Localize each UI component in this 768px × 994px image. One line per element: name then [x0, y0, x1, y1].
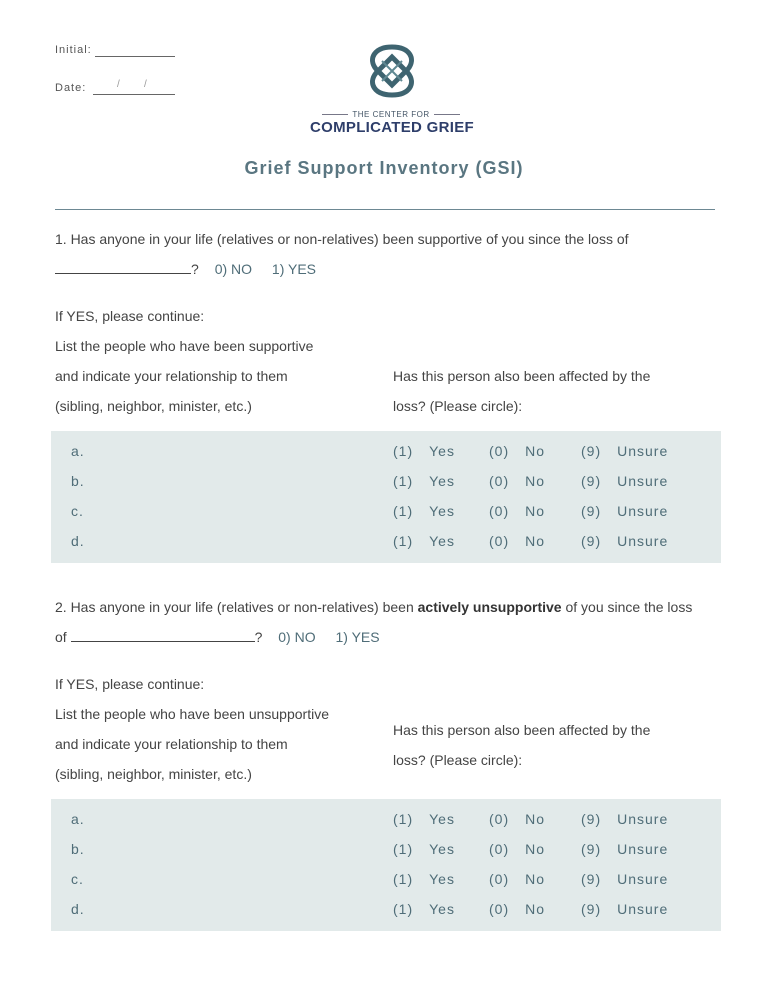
document-title: Grief Support Inventory (GSI) — [244, 158, 524, 178]
affected-question: Has this person also been affected by the — [393, 368, 651, 384]
row-label: c. — [71, 503, 84, 519]
list-instruction: and indicate your relationship to them — [55, 736, 288, 752]
question-2-answer-line: of ? 0) NO 1) YES — [55, 629, 380, 645]
date-field[interactable] — [93, 94, 175, 95]
choice-no[interactable]: (0) No — [489, 841, 546, 857]
row-label: a. — [71, 811, 85, 827]
list-instruction: and indicate your relationship to them — [55, 368, 288, 384]
initial-label: Initial: — [55, 44, 92, 56]
row-label: c. — [71, 871, 84, 887]
choice-unsure[interactable]: (9) Unsure — [581, 533, 669, 549]
choice-no[interactable]: (0) No — [489, 901, 546, 917]
choice-yes[interactable]: (1) Yes — [393, 841, 455, 857]
date-separator: / — [117, 79, 120, 90]
choice-yes[interactable]: (1) Yes — [393, 443, 455, 459]
loss-blank-field[interactable] — [55, 259, 191, 274]
affected-question: Has this person also been affected by the — [393, 722, 651, 738]
emphasis-text: actively unsupportive — [417, 599, 562, 615]
title-divider — [55, 209, 715, 210]
list-instruction: List the people who have been supportive — [55, 338, 314, 354]
question-1-answer-line: ? 0) NO 1) YES — [55, 254, 316, 284]
row-label: d. — [71, 901, 85, 917]
row-label: b. — [71, 473, 85, 489]
date-separator: / — [144, 79, 147, 90]
choice-yes[interactable]: (1) Yes — [393, 871, 455, 887]
row-label: d. — [71, 533, 85, 549]
affected-question: loss? (Please circle): — [393, 398, 523, 414]
choice-unsure[interactable]: (9) Unsure — [581, 811, 669, 827]
affected-question: loss? (Please circle): — [393, 752, 523, 768]
if-yes-note: If YES, please continue: — [55, 676, 205, 692]
option-no[interactable]: 0) NO — [214, 261, 253, 277]
choice-no[interactable]: (0) No — [489, 473, 546, 489]
question-2: 2. Has anyone in your life (relatives or non-relatives) been actively unsupportive of you since the loss — [55, 599, 693, 615]
choice-yes[interactable]: (1) Yes — [393, 533, 455, 549]
date-label: Date: — [55, 82, 87, 94]
initial-field[interactable] — [95, 56, 175, 57]
choice-unsure[interactable]: (9) Unsure — [581, 503, 669, 519]
logo-mark-icon — [362, 41, 422, 101]
logo-subtitle: THE CENTER FOR — [291, 110, 491, 119]
choice-yes[interactable]: (1) Yes — [393, 811, 455, 827]
choice-no[interactable]: (0) No — [489, 533, 546, 549]
question-1: 1. Has anyone in your life (relatives or non-relatives) been supportive of you since the loss of — [55, 231, 629, 247]
choice-unsure[interactable]: (9) Unsure — [581, 443, 669, 459]
choice-yes[interactable]: (1) Yes — [393, 473, 455, 489]
logo-name: COMPLICATED GRIEF — [310, 119, 474, 136]
choice-no[interactable]: (0) No — [489, 871, 546, 887]
choice-unsure[interactable]: (9) Unsure — [581, 871, 669, 887]
option-yes[interactable]: 1) YES — [271, 261, 317, 277]
loss-blank-field[interactable] — [71, 627, 255, 642]
list-instruction: (sibling, neighbor, minister, etc.) — [55, 766, 252, 782]
choice-no[interactable]: (0) No — [489, 503, 546, 519]
list-instruction: (sibling, neighbor, minister, etc.) — [55, 398, 252, 414]
choice-no[interactable]: (0) No — [489, 811, 546, 827]
choice-yes[interactable]: (1) Yes — [393, 503, 455, 519]
choice-unsure[interactable]: (9) Unsure — [581, 841, 669, 857]
option-yes[interactable]: 1) YES — [335, 629, 380, 645]
row-label: a. — [71, 443, 85, 459]
choice-no[interactable]: (0) No — [489, 443, 546, 459]
if-yes-note: If YES, please continue: — [55, 308, 205, 324]
list-instruction: List the people who have been unsupportive — [55, 706, 329, 722]
choice-yes[interactable]: (1) Yes — [393, 901, 455, 917]
choice-unsure[interactable]: (9) Unsure — [581, 473, 669, 489]
option-no[interactable]: 0) NO — [278, 629, 316, 645]
choice-unsure[interactable]: (9) Unsure — [581, 901, 669, 917]
row-label: b. — [71, 841, 85, 857]
